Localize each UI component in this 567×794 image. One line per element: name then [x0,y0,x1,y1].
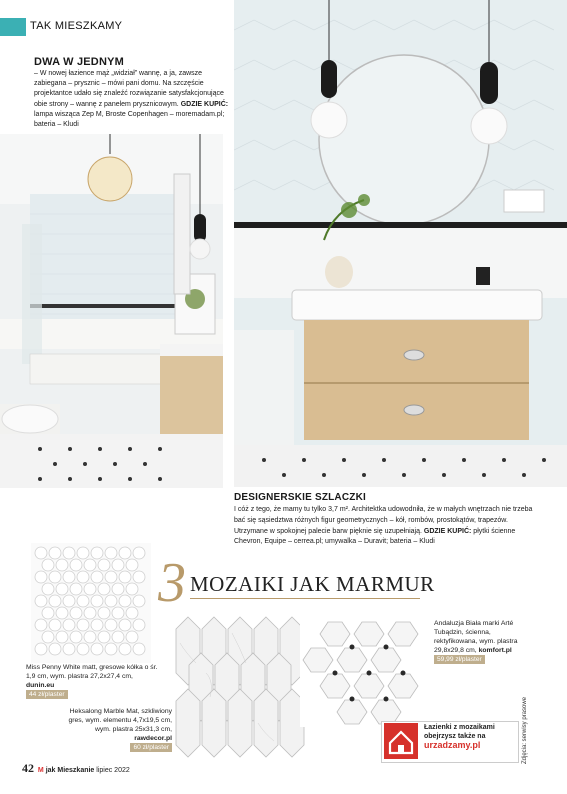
product-penny-price: 44 zł/plaster [26,690,68,699]
heading-rule [190,598,420,599]
article1-title: DWA W JEDNYM [34,56,124,68]
product-penny-caption [26,663,158,699]
photo-sink-mirror [234,0,567,487]
product-heksalong-shop: rawdecor.pl [134,735,172,742]
article2-where-text: płytki ścienne Chevron, Equipe – cerrea.pl; umywalka – Duravit; bateria – Kludi [234,527,516,546]
promo-text[interactable] [424,724,516,750]
product-heksalong-price: 60 zł/plaster [130,743,172,752]
section-tab [0,18,170,36]
product-andaluzja-desc: Andaluzja Biała marki Arté Tubądzin, ścienna, rektyfikowana, wym. plastra 29,8x29,8 cm, [434,620,518,654]
product-penny-image [31,543,151,663]
magazine-logo-m: M [37,767,44,774]
article2-body [234,505,534,548]
section-label: TAK MIESZKAMY [30,20,123,32]
mosaic-count: 3 [158,552,186,614]
page-number: 42 [22,761,34,775]
article1-where-label: GDZIE KUPIĆ: [180,100,229,108]
page-footer [22,761,130,776]
article2-text: I cóż z tego, że mamy tu tylko 3,7 m². Architektka udowodniła, że w małych wnętrzach nie trzeba bać się sąsiedztwa różnych figur geometrycznych – kół, rombów, prostokątów, trapezów. Utrzymane w spokojnej palecie barw pięknie się uzupełniają. [234,506,533,535]
section-accent-bar [0,18,26,36]
promo-url-link[interactable]: urzadzamy.pl [424,740,481,751]
article1-body [34,69,230,130]
magazine-issue: lipiec 2022 [96,767,130,774]
article1-where-text: lampa wisząca Zep M, Broste Copenhagen – moremadam.pl; bateria – Kludi [34,110,225,129]
magazine-name: jak Mieszkanie [45,767,95,774]
article1-text: – W nowej łazience mąż „widział” wannę, a ja, zawsze zabiegana – prysznic – mówi pani domu. Na szczęście projektantce udało się znaleźć rozwiązanie satysfakcjonujące obie strony – wannę z panelem prysznicowym. [34,70,224,108]
product-andaluzja-price: 59,99 zł/plaster [434,655,485,664]
product-andaluzja-shop: komfort.pl [478,647,512,654]
photo-credits: Zdjęcia: serwisy prasowe [522,696,528,764]
article2-title: DESIGNERSKIE SZLACZKI [234,492,366,503]
photo-bathtub [0,134,223,488]
product-heksalong-desc: Heksalong Marble Mat, szkliwiony gres, wym. elementu 4,7x19,5 cm, wym. plastra 25x31,3 cm, [68,708,172,733]
product-andaluzja-caption [434,619,518,664]
promo-line2: obejrzysz także na [424,732,486,740]
article2-where-label: GDZIE KUPIĆ: [423,527,472,535]
product-penny-shop: dunin.eu [26,682,55,689]
product-penny-desc: Miss Penny White matt, gresowe kółka o śr. 1,9 cm, wym. plastra 27,2x27,4 cm, [26,664,158,680]
product-heksalong-caption [56,707,172,752]
promo-line1: Łazienki z mozaikami [424,724,495,731]
house-logo-icon [384,723,418,759]
product-andaluzja-image [300,612,420,727]
product-heksalong-image [166,613,308,763]
mosaic-heading: MOZAIKI JAK MARMUR [190,572,435,596]
